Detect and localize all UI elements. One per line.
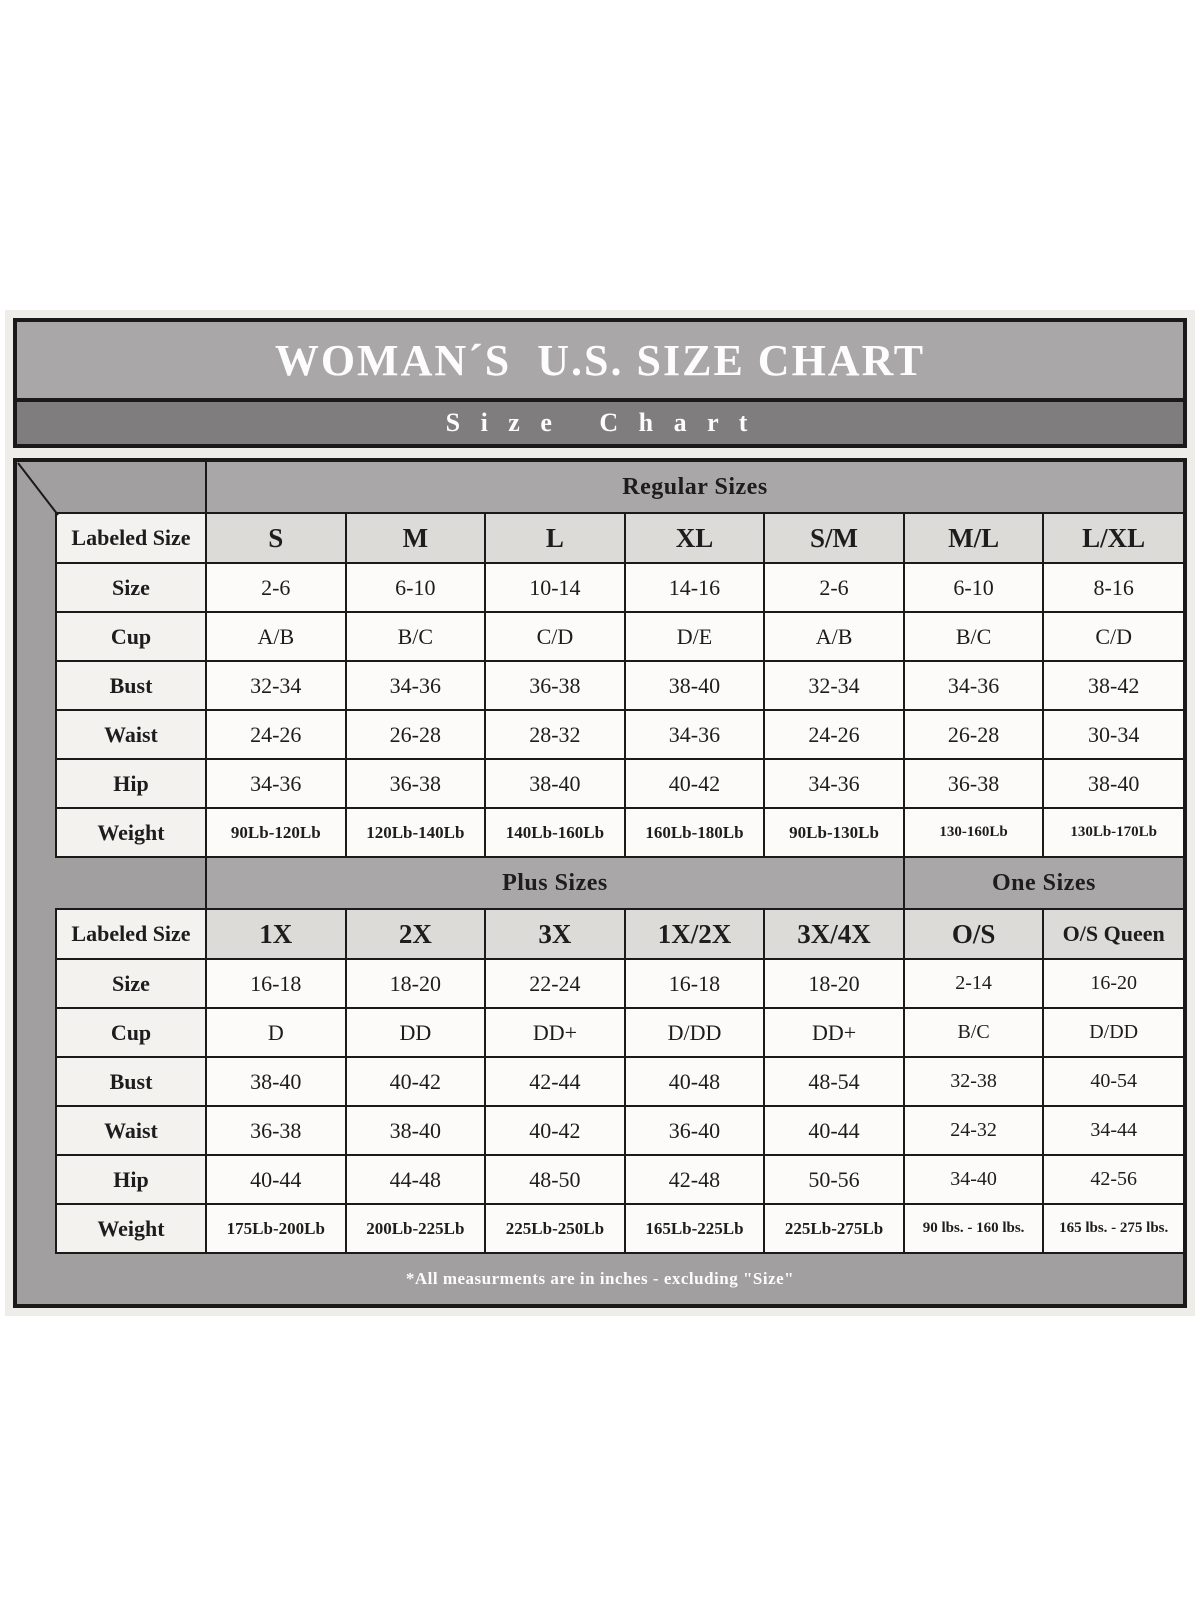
- value-cell: 26-28: [904, 710, 1044, 759]
- value-cell: 16-18: [625, 959, 765, 1008]
- title-block: [13, 318, 1187, 448]
- value-cell: 16-20: [1043, 959, 1183, 1008]
- size-header-row: [56, 909, 1183, 959]
- size-table-body: [56, 462, 1183, 1253]
- row-label: Cup: [56, 612, 206, 661]
- section-band-row: [56, 857, 1183, 909]
- value-cell: 18-20: [764, 959, 904, 1008]
- corner-cell: [56, 857, 206, 909]
- value-cell: 130-160Lb: [904, 808, 1044, 857]
- measurement-row: [56, 1106, 1183, 1155]
- measurement-row: [56, 959, 1183, 1008]
- value-cell: 34-36: [904, 661, 1044, 710]
- row-label: Waist: [56, 1106, 206, 1155]
- row-label: Weight: [56, 808, 206, 857]
- value-cell: 32-38: [904, 1057, 1044, 1106]
- measurement-row: [56, 612, 1183, 661]
- value-cell: 175Lb-200Lb: [206, 1204, 346, 1253]
- value-cell: 90 lbs. - 160 lbs.: [904, 1204, 1044, 1253]
- column-header: L/XL: [1043, 513, 1183, 563]
- measurement-row: [56, 1204, 1183, 1253]
- size-chart-sheet: [13, 318, 1187, 1308]
- value-cell: 200Lb-225Lb: [346, 1204, 486, 1253]
- value-cell: DD+: [485, 1008, 625, 1057]
- row-label: Hip: [56, 759, 206, 808]
- value-cell: 90Lb-130Lb: [764, 808, 904, 857]
- value-cell: 40-44: [764, 1106, 904, 1155]
- value-cell: B/C: [904, 612, 1044, 661]
- measurement-row: [56, 1057, 1183, 1106]
- value-cell: C/D: [1043, 612, 1183, 661]
- measurement-row: [56, 661, 1183, 710]
- row-label: Bust: [56, 1057, 206, 1106]
- title-bar: [17, 322, 1183, 398]
- page-title: WOMAN´S U.S. SIZE CHART: [274, 335, 926, 385]
- value-cell: 165Lb-225Lb: [625, 1204, 765, 1253]
- value-cell: 2-6: [764, 563, 904, 612]
- value-cell: 40-54: [1043, 1057, 1183, 1106]
- value-cell: 48-50: [485, 1155, 625, 1204]
- value-cell: 34-36: [625, 710, 765, 759]
- column-header: 3X/4X: [764, 909, 904, 959]
- value-cell: 38-40: [206, 1057, 346, 1106]
- value-cell: 2-14: [904, 959, 1044, 1008]
- value-cell: 225Lb-275Lb: [764, 1204, 904, 1253]
- value-cell: B/C: [346, 612, 486, 661]
- value-cell: 34-36: [764, 759, 904, 808]
- row-label: Waist: [56, 710, 206, 759]
- value-cell: 6-10: [904, 563, 1044, 612]
- value-cell: 38-40: [1043, 759, 1183, 808]
- value-cell: 32-34: [764, 661, 904, 710]
- value-cell: 40-48: [625, 1057, 765, 1106]
- value-cell: 44-48: [346, 1155, 486, 1204]
- column-header: O/S Queen: [1043, 909, 1183, 959]
- row-label: Hip: [56, 1155, 206, 1204]
- value-cell: 38-40: [346, 1106, 486, 1155]
- value-cell: C/D: [485, 612, 625, 661]
- column-header: M: [346, 513, 486, 563]
- value-cell: 30-34: [1043, 710, 1183, 759]
- value-cell: 34-36: [346, 661, 486, 710]
- value-cell: 38-42: [1043, 661, 1183, 710]
- section-band-label: One Sizes: [904, 857, 1183, 909]
- column-header: 1X/2X: [625, 909, 765, 959]
- size-table-block: [13, 458, 1187, 1308]
- column-header: S/M: [764, 513, 904, 563]
- value-cell: D: [206, 1008, 346, 1057]
- value-cell: 36-40: [625, 1106, 765, 1155]
- measurement-row: [56, 563, 1183, 612]
- value-cell: 40-44: [206, 1155, 346, 1204]
- column-header: M/L: [904, 513, 1044, 563]
- value-cell: DD: [346, 1008, 486, 1057]
- value-cell: 130Lb-170Lb: [1043, 808, 1183, 857]
- value-cell: 50-56: [764, 1155, 904, 1204]
- value-cell: 2-6: [206, 563, 346, 612]
- value-cell: 42-56: [1043, 1155, 1183, 1204]
- value-cell: 225Lb-250Lb: [485, 1204, 625, 1253]
- value-cell: A/B: [764, 612, 904, 661]
- value-cell: 28-32: [485, 710, 625, 759]
- value-cell: 6-10: [346, 563, 486, 612]
- measurement-row: [56, 1155, 1183, 1204]
- row-label: Cup: [56, 1008, 206, 1057]
- measurement-row: [56, 1008, 1183, 1057]
- value-cell: 16-18: [206, 959, 346, 1008]
- value-cell: 42-48: [625, 1155, 765, 1204]
- value-cell: 24-26: [764, 710, 904, 759]
- value-cell: B/C: [904, 1008, 1044, 1057]
- page-subtitle: S i z e C h a r t: [445, 408, 755, 437]
- value-cell: DD+: [764, 1008, 904, 1057]
- value-cell: D/E: [625, 612, 765, 661]
- value-cell: 24-32: [904, 1106, 1044, 1155]
- value-cell: 34-44: [1043, 1106, 1183, 1155]
- value-cell: 32-34: [206, 661, 346, 710]
- column-header: 3X: [485, 909, 625, 959]
- row-label: Bust: [56, 661, 206, 710]
- value-cell: 90Lb-120Lb: [206, 808, 346, 857]
- value-cell: 38-40: [625, 661, 765, 710]
- column-header: XL: [625, 513, 765, 563]
- value-cell: 140Lb-160Lb: [485, 808, 625, 857]
- value-cell: D/DD: [625, 1008, 765, 1057]
- value-cell: 120Lb-140Lb: [346, 808, 486, 857]
- value-cell: 40-42: [625, 759, 765, 808]
- value-cell: 38-40: [485, 759, 625, 808]
- labeled-size-header: Labeled Size: [56, 513, 206, 563]
- size-table: [55, 462, 1183, 1254]
- value-cell: 42-44: [485, 1057, 625, 1106]
- value-cell: 10-14: [485, 563, 625, 612]
- column-header: 2X: [346, 909, 486, 959]
- labeled-size-header: Labeled Size: [56, 909, 206, 959]
- column-header: L: [485, 513, 625, 563]
- section-band-row: [56, 462, 1183, 513]
- row-label: Size: [56, 959, 206, 1008]
- row-label: Weight: [56, 1204, 206, 1253]
- measurement-row: [56, 710, 1183, 759]
- corner-cell: [56, 462, 206, 513]
- value-cell: 8-16: [1043, 563, 1183, 612]
- column-header: O/S: [904, 909, 1044, 959]
- value-cell: 36-38: [904, 759, 1044, 808]
- value-cell: 40-42: [485, 1106, 625, 1155]
- measurement-row: [56, 808, 1183, 857]
- value-cell: D/DD: [1043, 1008, 1183, 1057]
- value-cell: 24-26: [206, 710, 346, 759]
- value-cell: 40-42: [346, 1057, 486, 1106]
- column-header: S: [206, 513, 346, 563]
- subtitle-bar: [17, 398, 1183, 444]
- value-cell: 48-54: [764, 1057, 904, 1106]
- size-header-row: [56, 513, 1183, 563]
- value-cell: 36-38: [206, 1106, 346, 1155]
- column-header: 1X: [206, 909, 346, 959]
- row-label: Size: [56, 563, 206, 612]
- section-band-label: Plus Sizes: [206, 857, 904, 909]
- value-cell: 36-38: [485, 661, 625, 710]
- footnote: *All measurments are in inches - excluding "Size": [405, 1269, 795, 1288]
- value-cell: 165 lbs. - 275 lbs.: [1043, 1204, 1183, 1253]
- value-cell: 36-38: [346, 759, 486, 808]
- value-cell: A/B: [206, 612, 346, 661]
- section-band-label: Regular Sizes: [206, 462, 1183, 513]
- value-cell: 22-24: [485, 959, 625, 1008]
- value-cell: 14-16: [625, 563, 765, 612]
- value-cell: 160Lb-180Lb: [625, 808, 765, 857]
- measurement-row: [56, 759, 1183, 808]
- value-cell: 26-28: [346, 710, 486, 759]
- value-cell: 34-40: [904, 1155, 1044, 1204]
- value-cell: 18-20: [346, 959, 486, 1008]
- value-cell: 34-36: [206, 759, 346, 808]
